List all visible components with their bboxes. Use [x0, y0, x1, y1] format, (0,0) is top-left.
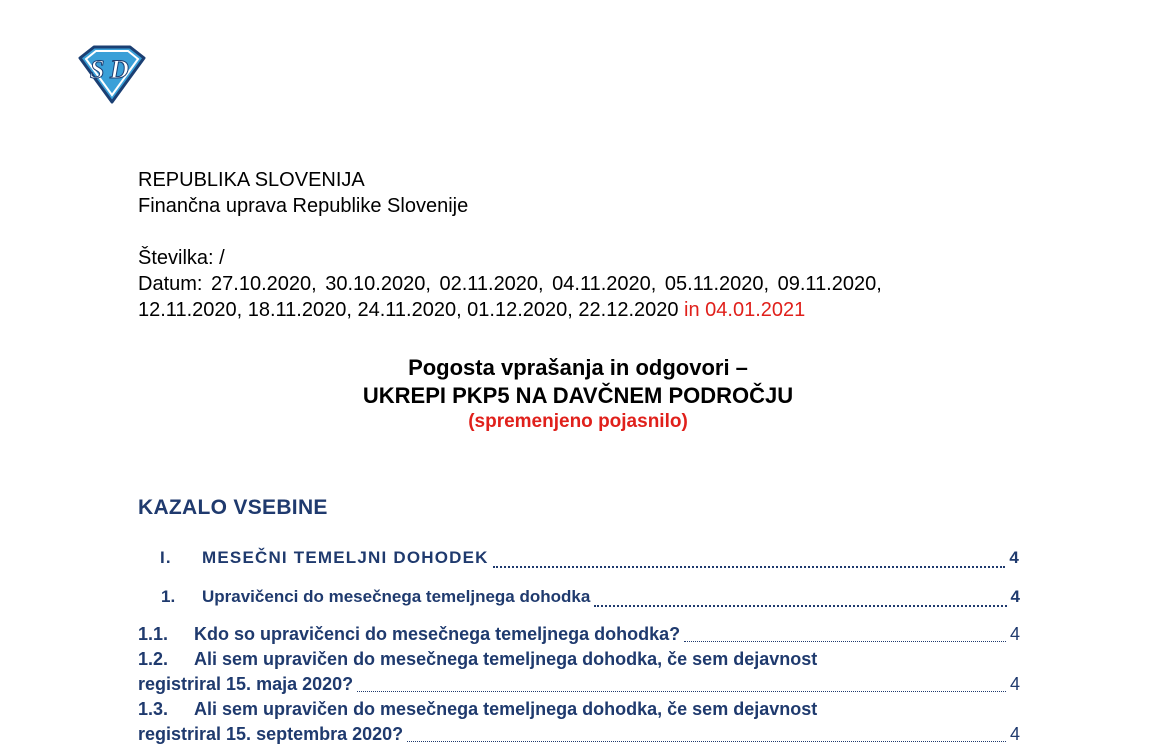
toc-entry-text: Upravičenci do mesečnega temeljnega dohodka	[202, 587, 591, 606]
toc-entry-text-cont: registriral 15. septembra 2020?	[138, 724, 404, 744]
dates-line-2	[138, 297, 1038, 323]
toc-entry-1-2[interactable]	[138, 647, 1020, 697]
toc-entry-number: 1.2.	[138, 649, 169, 669]
agency-name: Finančna uprava Republike Slovenije	[138, 195, 469, 217]
republic-name: REPUBLIKA SLOVENIJA	[138, 169, 365, 191]
toc-entry-text: Kdo so upravičenci do mesečnega temeljnega dohodka?	[194, 624, 681, 644]
toc-entry-number: 1.1.	[138, 624, 169, 644]
title-line-2: UKREPI PKP5 NA DAVČNEM PODROČJU	[362, 383, 794, 408]
toc-entry-1-1[interactable]	[138, 622, 1020, 647]
toc-entry-page: 4	[1009, 724, 1020, 744]
toc-entry-section-i[interactable]	[138, 548, 1020, 574]
toc-entry-1-3[interactable]	[138, 697, 1020, 747]
title-line-1: Pogosta vprašanja in odgovori –	[408, 355, 748, 380]
dot-leader	[357, 691, 1006, 692]
toc-entry-line-2	[138, 722, 1020, 747]
toc-entry-page: 4	[1009, 674, 1020, 694]
document-number: Številka: /	[138, 247, 225, 269]
toc-entry-text: Ali sem upravičen do mesečnega temeljnega dohodka, če sem dejavnost	[194, 699, 818, 719]
toc-entry-text: MESEČNI TEMELJNI DOHODEK	[202, 548, 489, 567]
table-of-contents	[138, 548, 1020, 747]
toc-entry-text-cont: registriral 15. maja 2020?	[138, 674, 354, 694]
toc-entry-line-1	[138, 697, 1020, 722]
title-note: (spremenjeno pojasnilo)	[468, 411, 688, 432]
svg-text:D: D	[110, 55, 129, 84]
svg-text:S: S	[90, 55, 105, 84]
toc-entry-page: 4	[1010, 587, 1020, 606]
latest-date: in 04.01.2021	[684, 299, 806, 321]
toc-entry-number: 1.3.	[138, 699, 169, 719]
toc-entry-line-2	[138, 672, 1020, 697]
toc-entry-text: Ali sem upravičen do mesečnega temeljnega dohodka, če sem dejavnost	[194, 649, 818, 669]
document-header	[138, 167, 1038, 323]
toc-entry-page: 4	[1009, 548, 1020, 567]
toc-entry-number: 1.	[161, 587, 176, 606]
dot-leader	[407, 741, 1006, 742]
toc-heading: KAZALO VSEBINE	[138, 496, 328, 519]
toc-entry-line-1	[138, 647, 1020, 672]
dot-leader	[594, 605, 1006, 607]
sd-logo-icon	[76, 44, 148, 106]
toc-entry-number: I.	[160, 548, 172, 567]
dates-line-1: Datum: 27.10.2020, 30.10.2020, 02.11.2020, 04.11.2020, 05.11.2020, 09.11.2020,	[138, 273, 882, 295]
dates-list: 12.11.2020, 18.11.2020, 24.11.2020, 01.12.2020, 22.12.2020	[138, 299, 685, 321]
document-title	[138, 354, 1018, 434]
dot-leader	[493, 566, 1006, 568]
toc-entry-page: 4	[1009, 624, 1020, 644]
toc-entry-1[interactable]	[138, 587, 1020, 613]
dot-leader	[684, 641, 1006, 642]
